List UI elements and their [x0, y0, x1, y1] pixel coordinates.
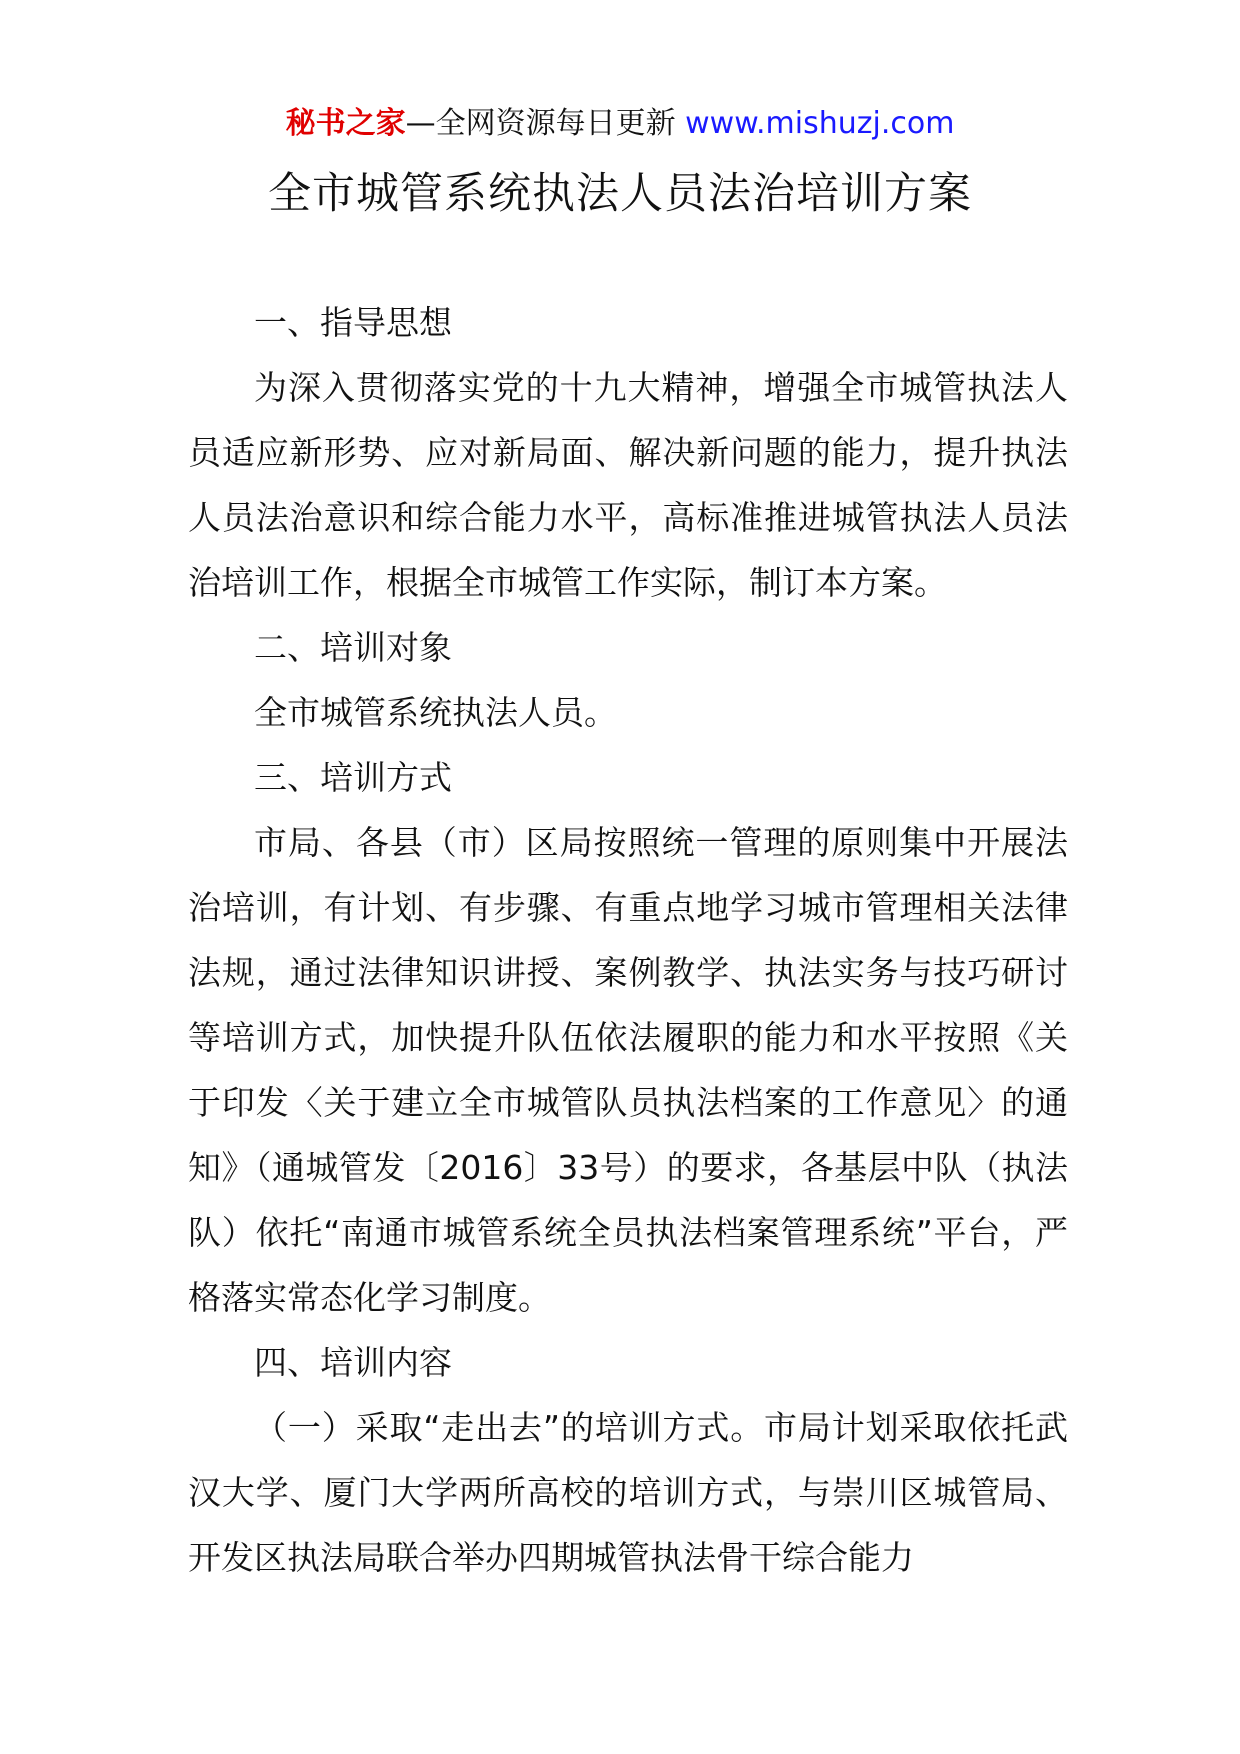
document-title: 全市城管系统执法人员法治培训方案	[268, 169, 972, 219]
document-body	[188, 290, 1068, 1590]
section-heading-training-content: 四、培训内容	[254, 1343, 452, 1382]
site-brand: 秘书之家	[285, 106, 406, 141]
body-paragraph: 市局、各县（市）区局按照统一管理的原则集中开展法治培训，有计划、有步骤、有重点地学习城市管理相关法律法规，通过法律知识讲授、案例教学、执法实务与技巧研讨等培训方式，加快提升队伍依法履职的能力和水平按照《关于印发〈关于建立全市城管队员执法档案的工作意见〉的通知》（通城管发〔2016〕33号）的要求，各基层中队（执法队）依托“南通市城管系统全员执法档案管理系统”平台，严格落实常态化学习制度。	[188, 823, 1068, 1317]
site-tagline: —全网资源每日更新	[405, 106, 676, 141]
section-heading-training-targets: 二、培训对象	[254, 628, 452, 667]
site-header	[0, 102, 1240, 146]
body-paragraph: 全市城管系统执法人员。	[254, 693, 617, 732]
body-paragraph: （一）采取“走出去”的培训方式。市局计划采取依托武汉大学、厦门大学两所高校的培训方式，与崇川区城管局、开发区执法局联合举办四期城管执法骨干综合能力	[188, 1408, 1068, 1577]
body-paragraph: 为深入贯彻落实党的十九大精神，增强全市城管执法人员适应新形势、应对新局面、解决新问题的能力，提升执法人员法治意识和综合能力水平，高标准推进城管执法人员法治培训工作，根据全市城管工作实际，制订本方案。	[188, 368, 1068, 602]
section-heading-training-methods: 三、培训方式	[254, 758, 452, 797]
site-url-link[interactable]: www.mishuzj.com	[685, 106, 955, 141]
section-heading-guiding-ideology: 一、指导思想	[254, 303, 452, 342]
